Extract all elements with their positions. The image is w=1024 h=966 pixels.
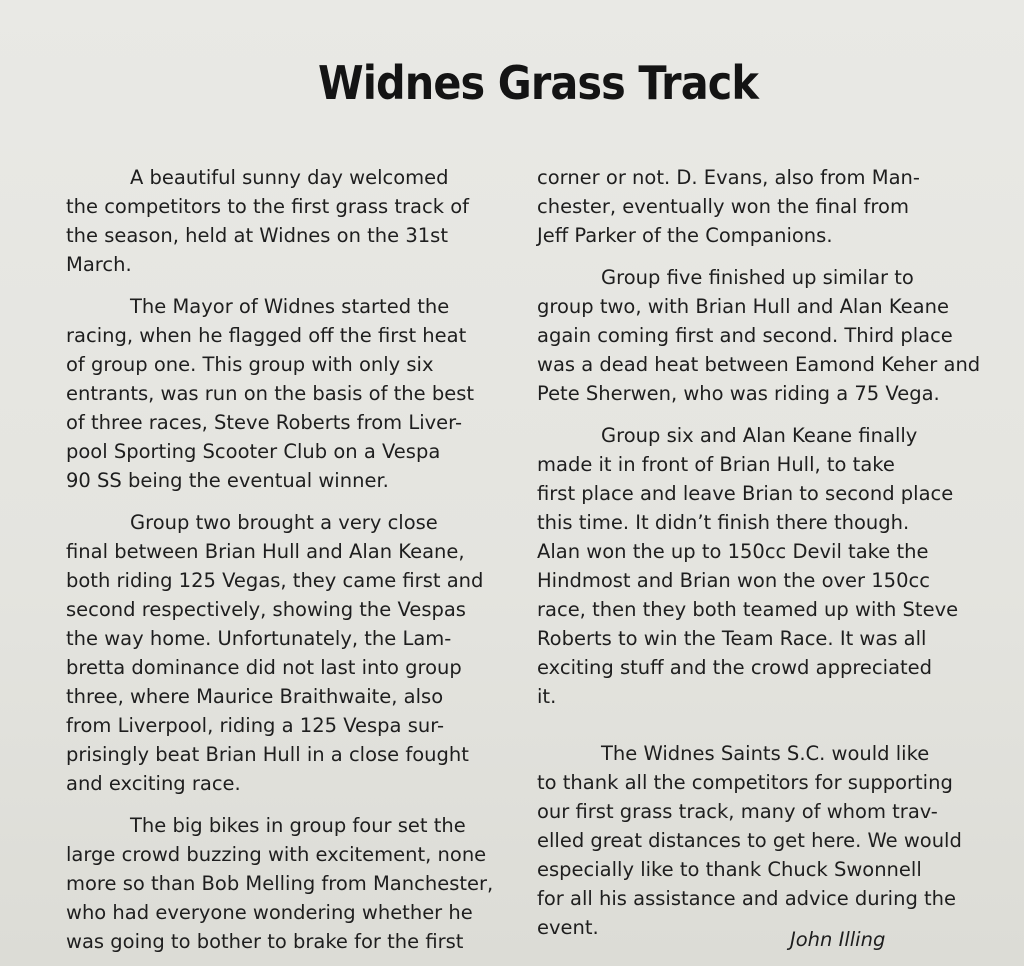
text-line: event. bbox=[537, 916, 599, 939]
text-line: the way home. Unfortunately, the Lam- bbox=[66, 627, 452, 650]
text-line: Jeff Parker of the Companions. bbox=[537, 224, 833, 247]
text-line: was a dead heat between Eamond Keher and bbox=[537, 353, 981, 376]
text-line: Pete Sherwen, who was riding a 75 Vega. bbox=[537, 382, 940, 405]
paragraph bbox=[537, 421, 1017, 711]
text-line: first place and leave Brian to second place bbox=[537, 482, 954, 505]
text-line: pool Sporting Scooter Club on a Vespa bbox=[66, 440, 441, 463]
text-line: from Liverpool, riding a 125 Vespa sur- bbox=[66, 714, 445, 737]
text-line: again coming first and second. Third place bbox=[537, 324, 953, 347]
text-line: of group one. This group with only six bbox=[66, 353, 434, 376]
text-line: 90 SS being the eventual winner. bbox=[66, 469, 389, 492]
text-line: group two, with Brian Hull and Alan Keane bbox=[537, 295, 949, 318]
text-line: second respectively, showing the Vespas bbox=[66, 598, 466, 621]
text-line: made it in front of Brian Hull, to take bbox=[537, 453, 895, 476]
text-line: elled great distances to get here. We would bbox=[537, 829, 962, 852]
text-line: it. bbox=[537, 685, 557, 708]
article-title: Widnes Grass Track bbox=[317, 56, 759, 110]
text-line: Alan won the up to 150cc Devil take the bbox=[537, 540, 929, 563]
text-line: our first grass track, many of whom trav- bbox=[537, 800, 938, 823]
text-line: of three races, Steve Roberts from Liver- bbox=[66, 411, 462, 434]
text-line: more so than Bob Melling from Manchester, bbox=[66, 872, 494, 895]
text-line: Hindmost and Brian won the over 150cc bbox=[537, 569, 930, 592]
paragraph bbox=[537, 263, 1017, 408]
text-line: The big bikes in group four set the bbox=[130, 814, 466, 837]
text-line: Group six and Alan Keane finally bbox=[601, 424, 918, 447]
text-line: exciting stuff and the crowd appreciated bbox=[537, 656, 933, 679]
text-line: chester, eventually won the final from bbox=[537, 195, 909, 218]
paragraph bbox=[66, 811, 536, 956]
text-line: March. bbox=[66, 253, 132, 276]
paragraph bbox=[66, 292, 536, 495]
text-line: large crowd buzzing with excitement, none bbox=[66, 843, 487, 866]
text-line: who had everyone wondering whether he bbox=[66, 901, 473, 924]
text-line: to thank all the competitors for supporting bbox=[537, 771, 953, 794]
text-line: both riding 125 Vegas, they came first and bbox=[66, 569, 484, 592]
text-line: for all his assistance and advice during the bbox=[537, 887, 957, 910]
paragraph bbox=[66, 163, 536, 279]
text-line: A beautiful sunny day welcomed bbox=[130, 166, 449, 189]
text-line: the competitors to the first grass track of bbox=[66, 195, 469, 218]
text-line: three, where Maurice Braithwaite, also bbox=[66, 685, 444, 708]
text-line: The Mayor of Widnes started the bbox=[130, 295, 450, 318]
text-line: final between Brian Hull and Alan Keane, bbox=[66, 540, 465, 563]
left-column bbox=[66, 163, 536, 956]
paragraph bbox=[537, 163, 1017, 250]
text-line: race, then they both teamed up with Steve bbox=[537, 598, 959, 621]
text-line: corner or not. D. Evans, also from Man- bbox=[537, 166, 920, 189]
text-line: Group two brought a very close bbox=[130, 511, 438, 534]
text-line: the season, held at Widnes on the 31st bbox=[66, 224, 448, 247]
text-line: especially like to thank Chuck Swonnell bbox=[537, 858, 922, 881]
author-signature: John Illing bbox=[790, 928, 886, 951]
text-line: and exciting race. bbox=[66, 772, 241, 795]
right-column bbox=[537, 163, 1017, 942]
text-line: Group five finished up similar to bbox=[601, 266, 914, 289]
text-line: racing, when he flagged off the first heat bbox=[66, 324, 467, 347]
paragraph bbox=[66, 508, 536, 798]
text-line: The Widnes Saints S.C. would like bbox=[601, 742, 930, 765]
paragraph bbox=[537, 739, 1017, 942]
text-line: prisingly beat Brian Hull in a close fought bbox=[66, 743, 469, 766]
text-line: entrants, was run on the basis of the best bbox=[66, 382, 475, 405]
text-line: this time. It didn’t finish there though. bbox=[537, 511, 910, 534]
text-line: was going to bother to brake for the first bbox=[66, 930, 464, 953]
text-line: Roberts to win the Team Race. It was all bbox=[537, 627, 927, 650]
text-line: bretta dominance did not last into group bbox=[66, 656, 462, 679]
